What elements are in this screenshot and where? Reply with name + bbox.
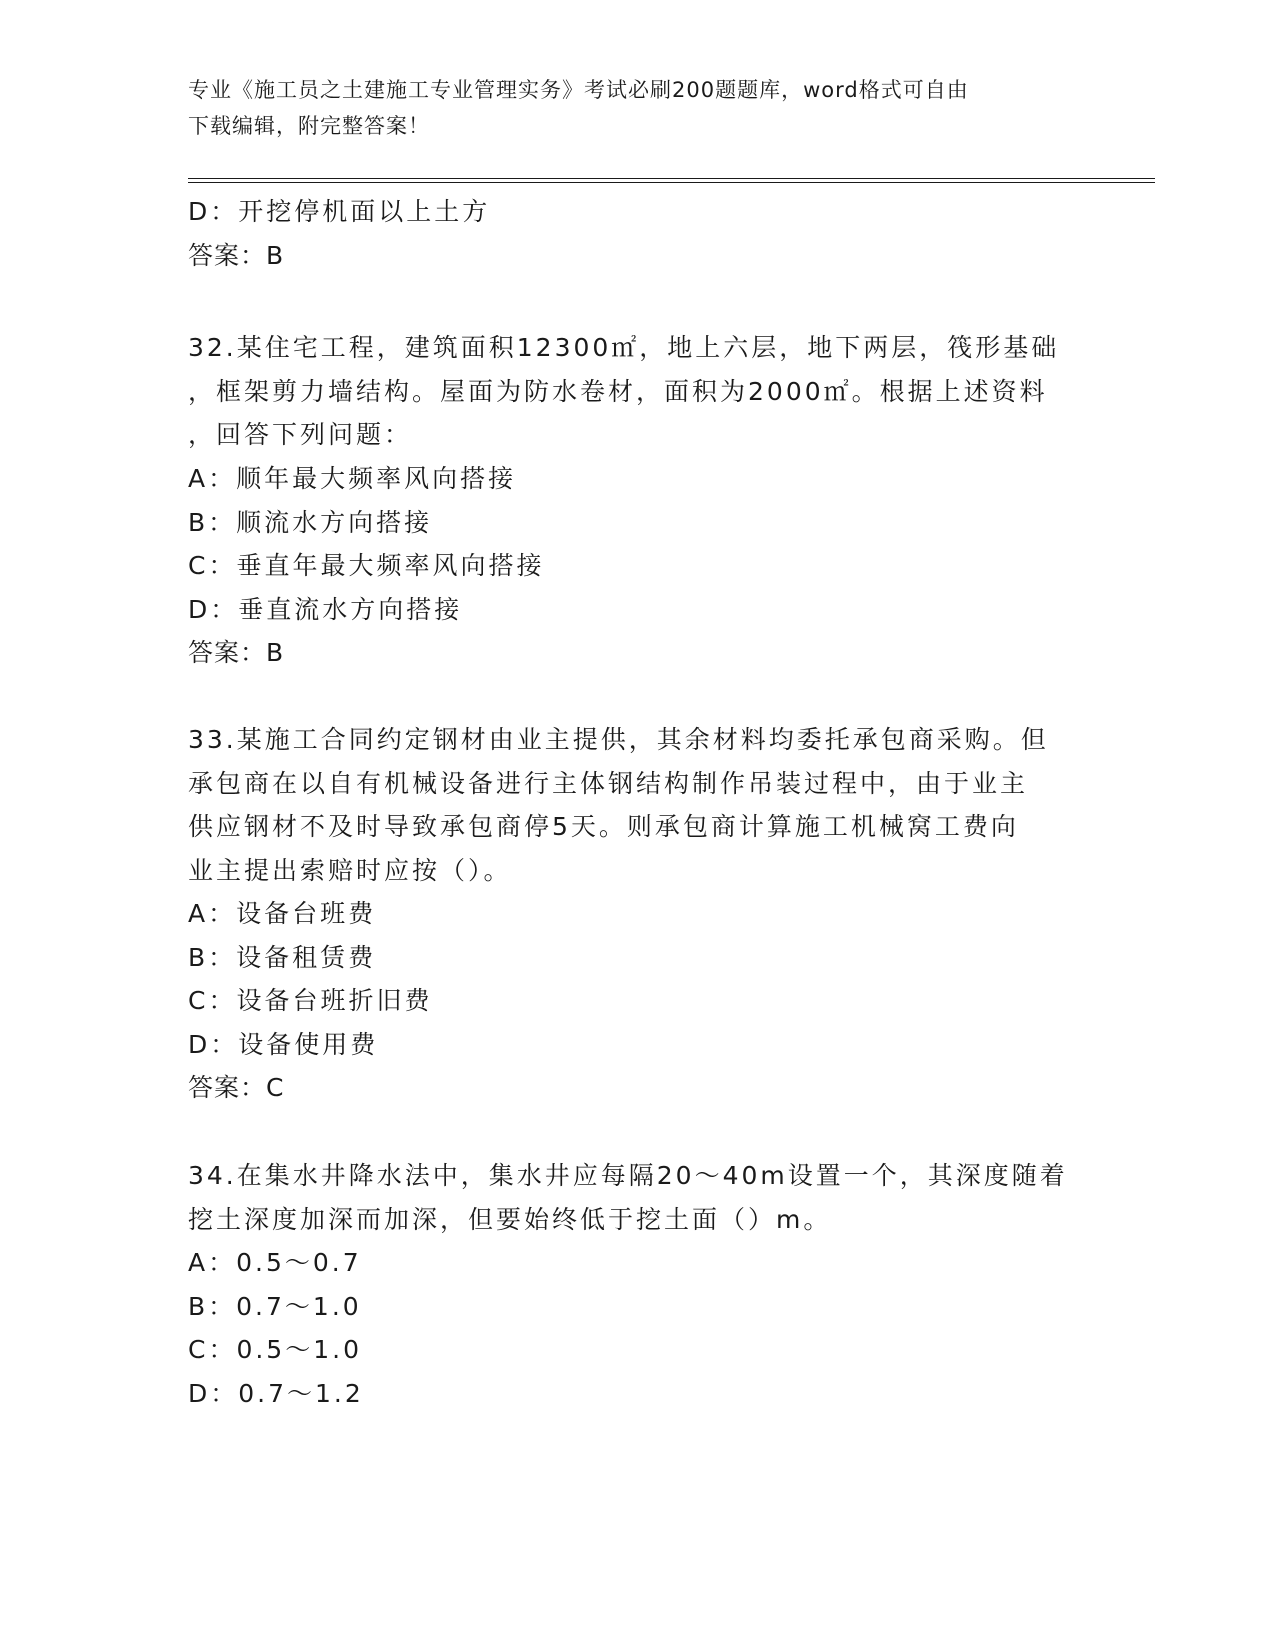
q33-stem-line-2: 承包商在以自有机械设备进行主体钢结构制作吊装过程中，由于业主 <box>188 769 1029 798</box>
q33-stem-line-1: 33.某施工合同约定钢材由业主提供，其余材料均委托承包商采购。但 <box>188 725 1049 754</box>
q32-answer: 答案：B <box>188 638 285 667</box>
q32-option-b: B：顺流水方向搭接 <box>188 508 433 537</box>
document-header <box>188 72 1068 144</box>
q34-option-a: A：0.5～0.7 <box>188 1248 362 1277</box>
q33-stem-line-3: 供应钢材不及时导致承包商停5天。则承包商计算施工机械窝工费向 <box>188 812 1019 841</box>
q32-option-d: D：垂直流水方向搭接 <box>188 595 463 624</box>
q32-stem-line-3: ，回答下列问题： <box>188 420 413 449</box>
q34-stem-line-2: 挖土深度加深而加深，但要始终低于挖土面（）m。 <box>188 1205 832 1234</box>
header-divider-top <box>188 178 1155 179</box>
header-line-1: 专业《施工员之土建施工专业管理实务》考试必刷200题题库，word格式可自由 <box>188 78 969 102</box>
q32-stem-line-2: ，框架剪力墙结构。屋面为防水卷材，面积为2000㎡。根据上述资料 <box>188 377 1048 406</box>
q34-option-b: B：0.7～1.0 <box>188 1292 362 1321</box>
q33-stem-line-4: 业主提出索赔时应按（）。 <box>188 856 512 885</box>
q34-option-c: C：0.5～1.0 <box>188 1335 362 1364</box>
q33-option-d: D：设备使用费 <box>188 1030 379 1059</box>
q32-option-a: A：顺年最大频率风向搭接 <box>188 464 517 493</box>
prev-answer: 答案：B <box>188 241 285 270</box>
q33-option-b: B：设备租赁费 <box>188 943 377 972</box>
q32-option-c: C：垂直年最大频率风向搭接 <box>188 551 545 580</box>
header-divider-bottom <box>188 182 1155 183</box>
prev-option-d: D：开挖停机面以上土方 <box>188 197 491 226</box>
header-line-2: 下载编辑，附完整答案！ <box>188 114 430 138</box>
q33-option-a: A：设备台班费 <box>188 899 377 928</box>
q34-option-d: D：0.7～1.2 <box>188 1379 364 1408</box>
q33-answer: 答案：C <box>188 1073 285 1102</box>
q33-option-c: C：设备台班折旧费 <box>188 986 433 1015</box>
q32-stem-line-1: 32.某住宅工程，建筑面积12300㎡，地上六层，地下两层，筏形基础 <box>188 333 1060 362</box>
q34-stem-line-1: 34.在集水井降水法中，集水井应每隔20～40m设置一个，其深度随着 <box>188 1161 1068 1190</box>
